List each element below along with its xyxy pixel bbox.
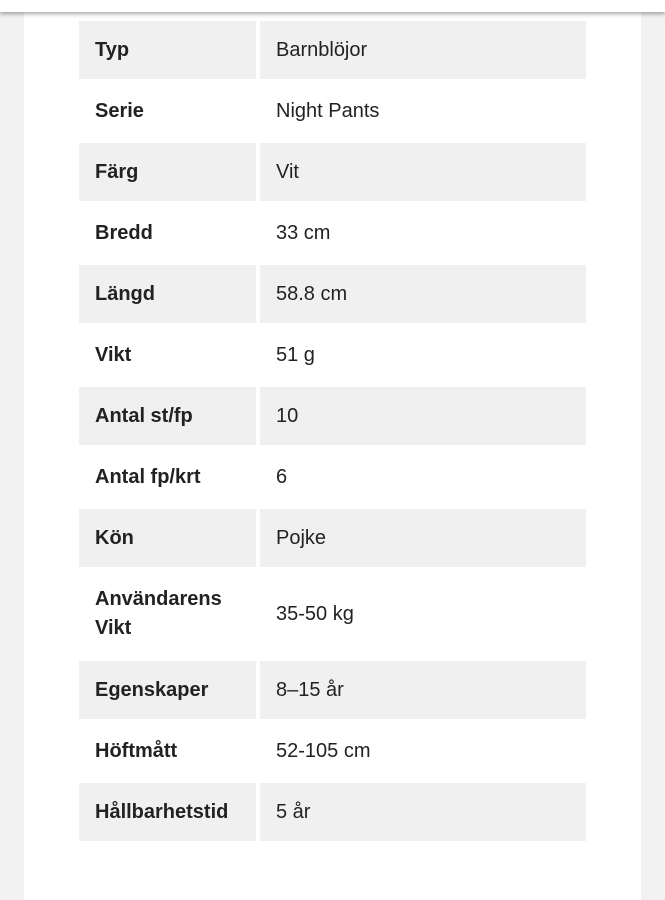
spec-row-bredd xyxy=(79,204,586,262)
spec-label: Användarens Vikt xyxy=(79,570,256,658)
spec-label: Höftmått xyxy=(79,722,256,780)
spec-row-typ xyxy=(79,21,586,79)
spec-value: Vit xyxy=(256,143,586,201)
spec-row-antal-st-fp xyxy=(79,387,586,445)
spec-label: Kön xyxy=(79,509,256,567)
spec-value: Barnblöjor xyxy=(256,21,586,79)
spec-row-serie xyxy=(79,82,586,140)
spec-value: 51 g xyxy=(256,326,586,384)
spec-value: Night Pants xyxy=(256,82,586,140)
spec-value: Pojke xyxy=(256,509,586,567)
spec-row-vikt xyxy=(79,326,586,384)
top-bar xyxy=(0,0,665,12)
spec-row-farg xyxy=(79,143,586,201)
spec-value: 10 xyxy=(256,387,586,445)
spec-value: 52-105 cm xyxy=(256,722,586,780)
spec-value: 58.8 cm xyxy=(256,265,586,323)
spec-label: Typ xyxy=(79,21,256,79)
spec-label: Vikt xyxy=(79,326,256,384)
spec-row-anvandarens-vikt xyxy=(79,570,586,658)
spec-row-hoftmatt xyxy=(79,722,586,780)
spec-row-egenskaper xyxy=(79,661,586,719)
spec-row-hallbarhetstid xyxy=(79,783,586,841)
spec-label: Serie xyxy=(79,82,256,140)
spec-label: Bredd xyxy=(79,204,256,262)
spec-row-kon xyxy=(79,509,586,567)
spec-value: 35-50 kg xyxy=(256,570,586,658)
spec-label: Färg xyxy=(79,143,256,201)
product-spec-table xyxy=(79,18,586,844)
spec-row-langd xyxy=(79,265,586,323)
spec-value: 33 cm xyxy=(256,204,586,262)
spec-label: Hållbarhetstid xyxy=(79,783,256,841)
spec-value: 6 xyxy=(256,448,586,506)
spec-label: Egenskaper xyxy=(79,661,256,719)
spec-label: Antal st/fp xyxy=(79,387,256,445)
spec-label: Antal fp/krt xyxy=(79,448,256,506)
spec-value: 5 år xyxy=(256,783,586,841)
spec-label: Längd xyxy=(79,265,256,323)
spec-value: 8–15 år xyxy=(256,661,586,719)
spec-row-antal-fp-krt xyxy=(79,448,586,506)
